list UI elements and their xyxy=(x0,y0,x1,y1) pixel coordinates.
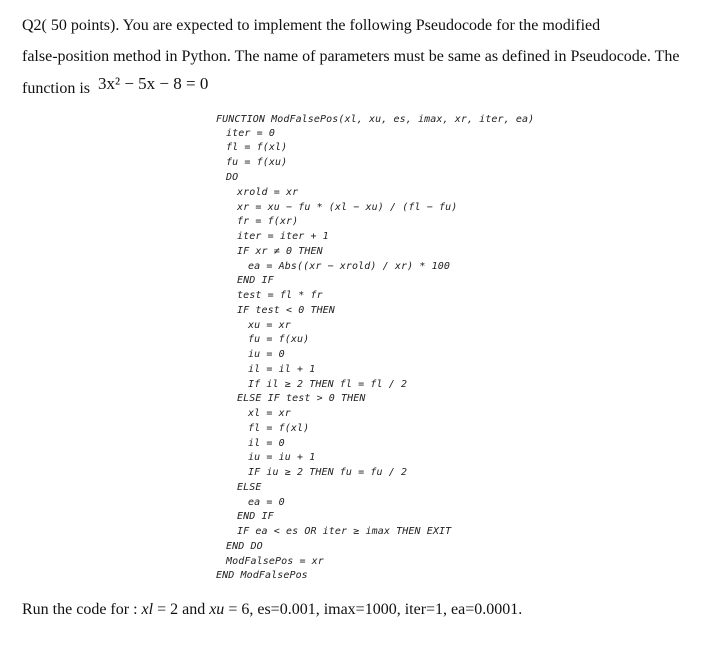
run-instructions xyxy=(22,601,522,619)
xl-value: = 2 and xyxy=(153,601,210,618)
question-line-3 xyxy=(22,72,697,104)
equation: 3x² − 5x − 8 = 0 xyxy=(98,74,209,93)
code-line-1: FUNCTION ModFalsePos(xl, xu, es, imax, xr, iter, ea) xyxy=(216,114,535,125)
code-line-2: iter = 0 xyxy=(226,128,275,139)
code-line-21: xl = xr xyxy=(248,408,291,419)
xu-variable: xu xyxy=(209,601,225,618)
code-line-20: ELSE IF test > 0 THEN xyxy=(237,393,366,404)
question-line-1: Q2( 50 points). You are expected to implement the following Pseudocode for the modified xyxy=(22,17,601,34)
code-line-16: fu = f(xu) xyxy=(248,334,310,345)
code-line-13: test = fl * fr xyxy=(237,290,323,301)
code-line-25: IF iu ≥ 2 THEN fu = fu / 2 xyxy=(248,467,408,478)
code-line-26: ELSE xyxy=(237,482,262,493)
code-line-10: IF xr ≠ 0 THEN xyxy=(237,246,323,257)
code-line-27: ea = 0 xyxy=(248,497,285,508)
code-line-23: il = 0 xyxy=(248,438,285,449)
code-line-7: xr = xu − fu * (xl − xu) / (fl − fu) xyxy=(237,202,458,213)
code-line-4: fu = f(xu) xyxy=(226,157,288,168)
code-line-17: iu = 0 xyxy=(248,349,285,360)
function-label: function is xyxy=(22,80,90,97)
code-line-15: xu = xr xyxy=(248,320,291,331)
code-line-22: fl = f(xl) xyxy=(248,423,310,434)
code-line-8: fr = f(xr) xyxy=(237,216,299,227)
question-text xyxy=(22,10,697,104)
code-line-28: END IF xyxy=(237,511,274,522)
code-line-32: END ModFalsePos xyxy=(216,570,308,581)
code-line-14: IF test < 0 THEN xyxy=(237,305,335,316)
code-line-18: il = il + 1 xyxy=(248,364,316,375)
run-params: = 6, es=0.001, imax=1000, iter=1, ea=0.0001. xyxy=(224,601,523,618)
code-line-3: fl = f(xl) xyxy=(226,142,288,153)
question-line-2: false-position method in Python. The name of parameters must be same as defined in Pseudocode. The xyxy=(22,48,680,65)
code-line-11: ea = Abs((xr − xrold) / xr) * 100 xyxy=(248,261,450,272)
code-line-29: IF ea < es OR iter ≥ imax THEN EXIT xyxy=(237,526,452,537)
code-line-19: If il ≥ 2 THEN fl = fl / 2 xyxy=(248,379,408,390)
code-line-31: ModFalsePos = xr xyxy=(226,556,324,567)
run-prefix: Run the code for : xyxy=(22,601,142,618)
code-line-30: END DO xyxy=(226,541,263,552)
code-line-5: DO xyxy=(226,172,239,183)
xl-variable: xl xyxy=(141,601,154,618)
code-line-9: iter = iter + 1 xyxy=(237,231,329,242)
code-line-6: xrold = xr xyxy=(237,187,299,198)
code-line-12: END IF xyxy=(237,275,274,286)
code-line-24: iu = iu + 1 xyxy=(248,452,316,463)
